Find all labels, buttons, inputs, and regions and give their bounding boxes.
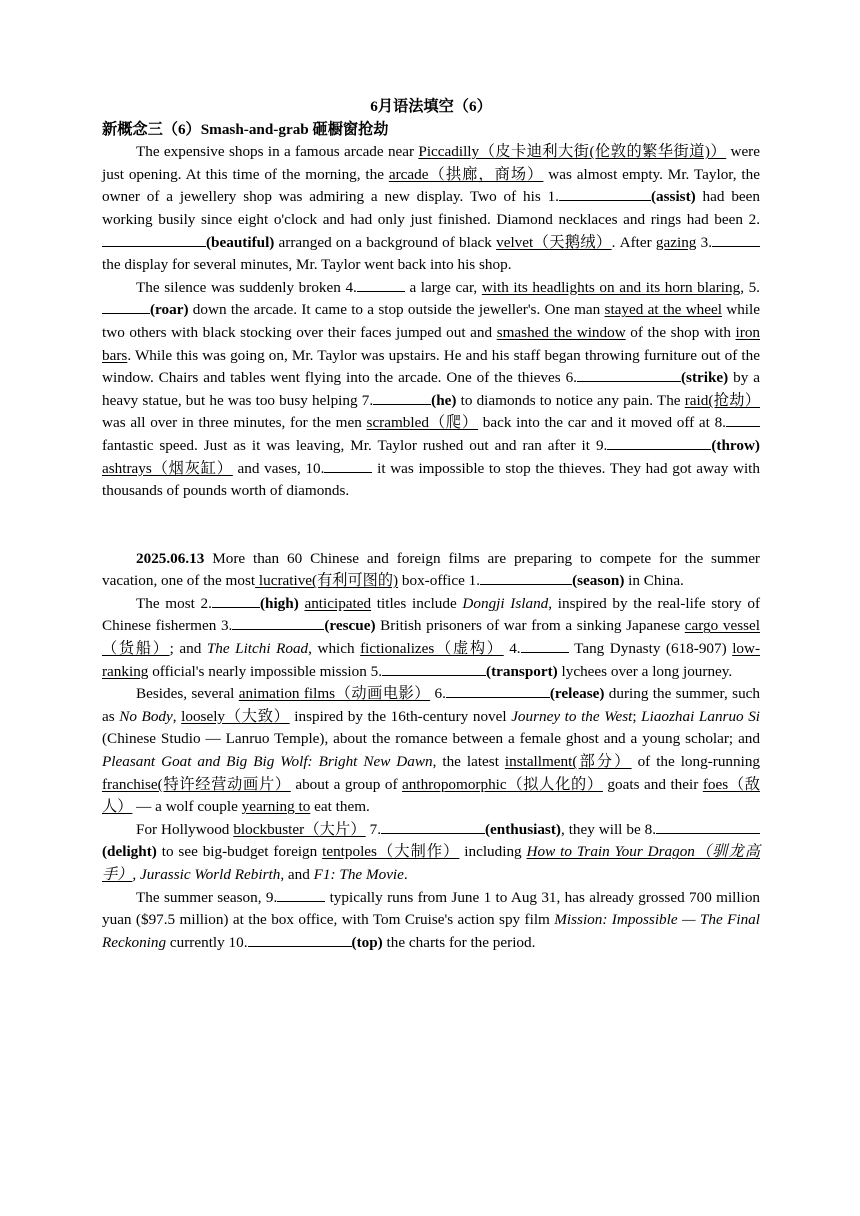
text: , they will be 8. [560,820,657,838]
text: back into the car and it moved off at 8. [478,414,726,432]
text: , [132,866,140,883]
vocab-note: franchise(特许经营动画片） [102,775,291,793]
text: and vases, 10. [232,459,325,477]
text: fantastic speed. Just as it was leaving, Mr. Taylor rushed out and ran after it 9. [102,436,608,454]
text: For Hollywood [136,820,234,838]
vocab-note: Piccadilly（皮卡迪利大街(伦敦的繁华街道)） [418,143,727,161]
text: More than 60 Chinese and foreign films are preparing to compete for the summer vacation, one of the most [102,549,760,590]
vocab-note: gazing [655,233,697,251]
vocab-note: installment(部分） [504,753,632,771]
text: the charts for the period. [382,933,536,951]
text: by a heavy statue, but he was too busy helping 7. [102,369,760,409]
text: of the long-running [631,753,761,771]
text: in China. [624,572,684,590]
text: British prisoners of war from a sinking Japanese [375,617,685,635]
film-title: F1: The Movie [313,866,404,883]
text: arranged on a background of black [274,233,497,251]
text: about a group of [290,775,403,793]
hint-word: (enthusiast) [485,820,561,838]
text: 7. [365,820,381,838]
text: to diamonds to notice any pain. The [456,391,685,409]
film-title: Pleasant Goat and Big Big Wolf: Bright New Dawn [102,753,433,771]
hint-word: (delight) [102,843,157,861]
vocab-note: tentpoles（大制作） [322,843,460,861]
hint-word: (roar) [150,301,189,319]
vocab-note: smashed the window [496,323,626,341]
text: Besides, several [136,685,239,703]
text: the display for several minutes, Mr. Taylor went back into his shop. [102,256,512,274]
vocab-note: yearning to [241,798,311,816]
text: box-office 1. [398,572,481,590]
text: Tang Dynasty (618-907) [568,640,733,658]
hint-word: (high) [259,594,299,612]
vocab-note: foes（敌人） [102,775,760,816]
text: 6. [430,685,446,703]
answer-blank[interactable] [102,232,206,247]
vocab-note: arcade（拱廊，商场） [388,165,544,183]
text: were just opening. At this time of the morning, the [102,143,760,183]
film-title: The Litchi Road [206,640,309,658]
text: while two others with black stocking over their faces jumped out and [102,301,760,341]
answer-blank[interactable] [712,232,760,247]
spacer [102,503,760,548]
text: , which [308,640,361,658]
answer-blank[interactable] [446,683,550,698]
text: , the latest [432,753,505,771]
text: titles include [371,594,463,612]
hint-word: (assist) [650,188,696,206]
text: official's nearly impossible mission 5. [148,662,383,680]
passage-2-paragraph-5 [102,887,760,955]
vocab-note: blockbuster（大片） [233,820,366,838]
text: had been working busily since eight o'clock and had only just finished. Diamond necklaces and rings had been 2. [102,188,760,228]
text: The silence was suddenly broken 4. [136,278,357,296]
vocab-note: iron bars [102,323,761,364]
text: was all over in three minutes, for the men [102,414,367,432]
text: . While this was going on, Mr. Taylor was upstairs. He and his staff began throwing furniture out of the window. Chairs and tables went flying into the arcade. One of the thieves 6. [102,346,760,387]
passage-1-paragraph-2 [102,277,760,503]
vocab-note: cargo vessel（货船） [102,617,760,658]
answer-blank[interactable] [607,435,711,450]
text: down the arcade. It came to a stop outside the jeweller's. One man [188,301,605,319]
vocab-note: stayed at the wheel [604,301,722,319]
text: including [459,843,527,861]
text: 3. [696,233,712,251]
text: lychees over a long journey. [557,662,733,680]
passage-2-paragraph-2 [102,593,760,683]
text: typically runs from June 1 to Aug 31, has already grossed 700 million yuan ($97.5 million) at the box office, with Tom Cruise's action spy film [102,888,761,929]
text: , and [280,866,314,883]
section-subtitle: 新概念三（6）Smash-and-grab 砸橱窗抢劫 [102,120,389,138]
text: a large car, [404,278,482,296]
film-title: Liaozhai Lanruo Si [641,707,761,725]
answer-blank[interactable] [373,390,431,405]
text: eat them. [310,798,370,816]
hint-word: (throw) [711,436,760,454]
text: was almost empty. Mr. Taylor, the owner of a jewellery shop was admiring a new display. Two of his 1. [102,165,760,206]
hint-word: (he) [431,391,457,409]
answer-blank[interactable] [357,277,405,292]
answer-blank[interactable] [726,412,760,427]
film-title: Mission: Impossible — The Final Reckoning [102,911,760,951]
vocab-note: animation films（动画电影） [238,685,431,703]
text: (Chinese Studio — Lanruo Temple), about the romance between a female ghost and a young scholar; and [102,730,760,748]
document-page [102,96,760,954]
text: it was impossible to stop the thieves. They had got away with thousands of pounds worth of diamonds. [102,459,760,500]
passage-2-paragraph-3 [102,683,760,819]
vocab-note: loosely（大致） [181,707,290,725]
answer-blank[interactable] [381,819,485,834]
hint-word: (strike) [680,369,729,387]
vocab-note: lucrative(有利可图的) [255,572,399,590]
hint-word: (rescue) [324,617,376,635]
vocab-note: with its headlights on and its horn blaring [481,278,741,296]
film-title: How to Train Your Dragon（驯龙高手） [102,843,760,883]
text: ; and [169,640,207,658]
text: currently 10. [166,933,248,951]
passage-2-paragraph-4 [102,819,760,887]
hint-word: (top) [351,933,383,951]
vocab-note: low-ranking [102,640,761,680]
answer-blank[interactable] [212,593,260,608]
answer-blank[interactable] [102,299,150,314]
vocab-note: anticipated [304,594,372,612]
answer-blank[interactable] [577,367,681,382]
film-title: Dongji Island [462,594,549,612]
text: . After [611,233,656,251]
text: The expensive shops in a famous arcade near [136,143,419,161]
hint-word: (beautiful) [206,233,275,251]
passage-2-paragraph-1 [102,548,760,593]
text: ; [632,707,642,725]
film-title: No Body [119,707,173,725]
answer-blank[interactable] [656,819,760,834]
page-title: 6月语法填空（6） [370,98,492,115]
text: goats and their [602,775,703,793]
hint-word: (transport) [486,662,558,680]
text: , 5. [740,278,760,296]
text: during the summer, such as [102,685,760,725]
answer-blank[interactable] [324,458,372,473]
vocab-note: raid(抢劫） [684,391,761,409]
answer-blank[interactable] [521,638,569,653]
vocab-note: fictionalizes（虚构） [360,640,504,658]
text: , inspired by the real-life story of Chinese fishermen 3. [102,594,760,635]
hint-word: (season) [572,572,625,590]
answer-blank[interactable] [248,932,352,947]
answer-blank[interactable] [382,661,486,676]
answer-blank[interactable] [559,186,651,201]
vocab-note: velvet（天鹅绒） [496,233,612,251]
answer-blank[interactable] [480,570,572,585]
text: — a wolf couple [132,798,242,816]
answer-blank[interactable] [277,887,325,902]
vocab-note: scrambled（爬） [366,414,479,432]
text: 4. [503,640,521,658]
vocab-note: anthropomorphic（拟人化的） [402,775,603,793]
passage-1-paragraph-1 [102,141,760,277]
text: of the shop with [625,323,736,341]
text: to see big-budget foreign [156,843,323,861]
vocab-note: ashtrays（烟灰缸） [102,459,233,477]
text: The summer season, 9. [136,888,278,906]
date-label: 2025.06.13 [136,549,205,567]
film-title: Jurassic World Rebirth [139,866,281,883]
answer-blank[interactable] [232,615,324,630]
text: The most 2. [136,594,212,612]
text: . [403,866,408,883]
film-title: Journey to the West [511,707,633,725]
hint-word: (release) [549,685,605,703]
text: inspired by the 16th-century novel [289,707,512,725]
text: , [172,707,182,725]
